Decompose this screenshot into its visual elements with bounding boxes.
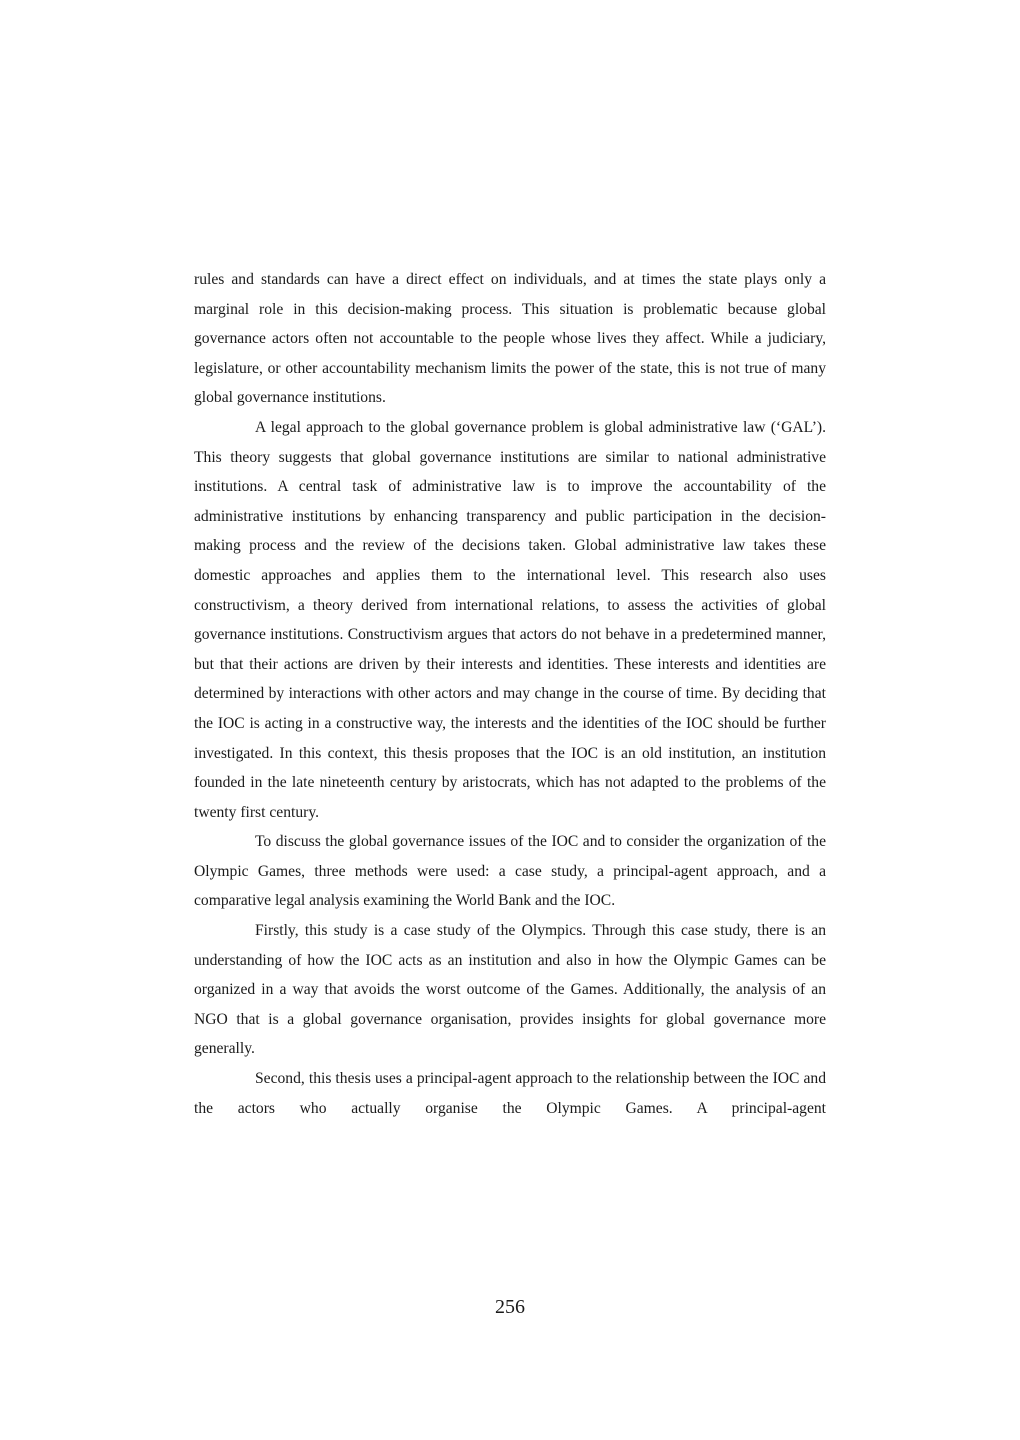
paragraph-methods: To discuss the global governance issues of the IOC and to consider the organization of the Olympic Games, three methods were used: a case study, a principal-agent approach, and a comparative legal analysis examining the World Bank and the IOC.	[194, 833, 826, 910]
paragraph-continuation: rules and standards can have a direct effect on individuals, and at times the state plays only a marginal role in this decision-making process. This situation is problematic because global governance actors often not accountable to the people whose lives they affect. While a judiciary, legislature, or other accountability mechanism limits the power of the state, this is not true of many global governance institutions.	[194, 271, 826, 407]
paragraph-gal: A legal approach to the global governance problem is global administrative law (‘GAL’). This theory suggests that global governance institutions are similar to national administrative institutions. A central task of administrative law is to improve the accountability of the administrative institutions by enhancing transparency and public participation in the decision-making process and the review of the decisions taken. Global administrative law takes these domestic approaches and applies them to the international level. This research also uses constructivism, a theory derived from international relations, to assess the activities of global governance institutions. Constructivism argues that actors do not behave in a predetermined manner, but that their actions are driven by their interests and identities. These interests and identities are determined by interactions with other actors and may change in the course of time. By deciding that the IOC is acting in a constructive way, the interests and the identities of the IOC should be further investigated. In this context, this thesis proposes that the IOC is an old institution, an institution founded in the late nineteenth century by aristocrats, which has not adapted to the problems of the twenty first century.	[194, 418, 826, 821]
body-text	[194, 265, 826, 1123]
page-number: 256	[495, 1296, 525, 1318]
paragraph-principal-agent: Second, this thesis uses a principal-agent approach to the relationship between the IOC and the actors who actually organise the Olympic Games. A principal-agent	[194, 1070, 826, 1117]
paragraph-case-study: Firstly, this study is a case study of the Olympics. Through this case study, there is an understanding of how the IOC acts as an institution and also in how the Olympic Games can be organized in a way that avoids the worst outcome of the Games. Additionally, the analysis of an NGO that is a global governance organisation, provides insights for global governance more generally.	[194, 922, 826, 1058]
